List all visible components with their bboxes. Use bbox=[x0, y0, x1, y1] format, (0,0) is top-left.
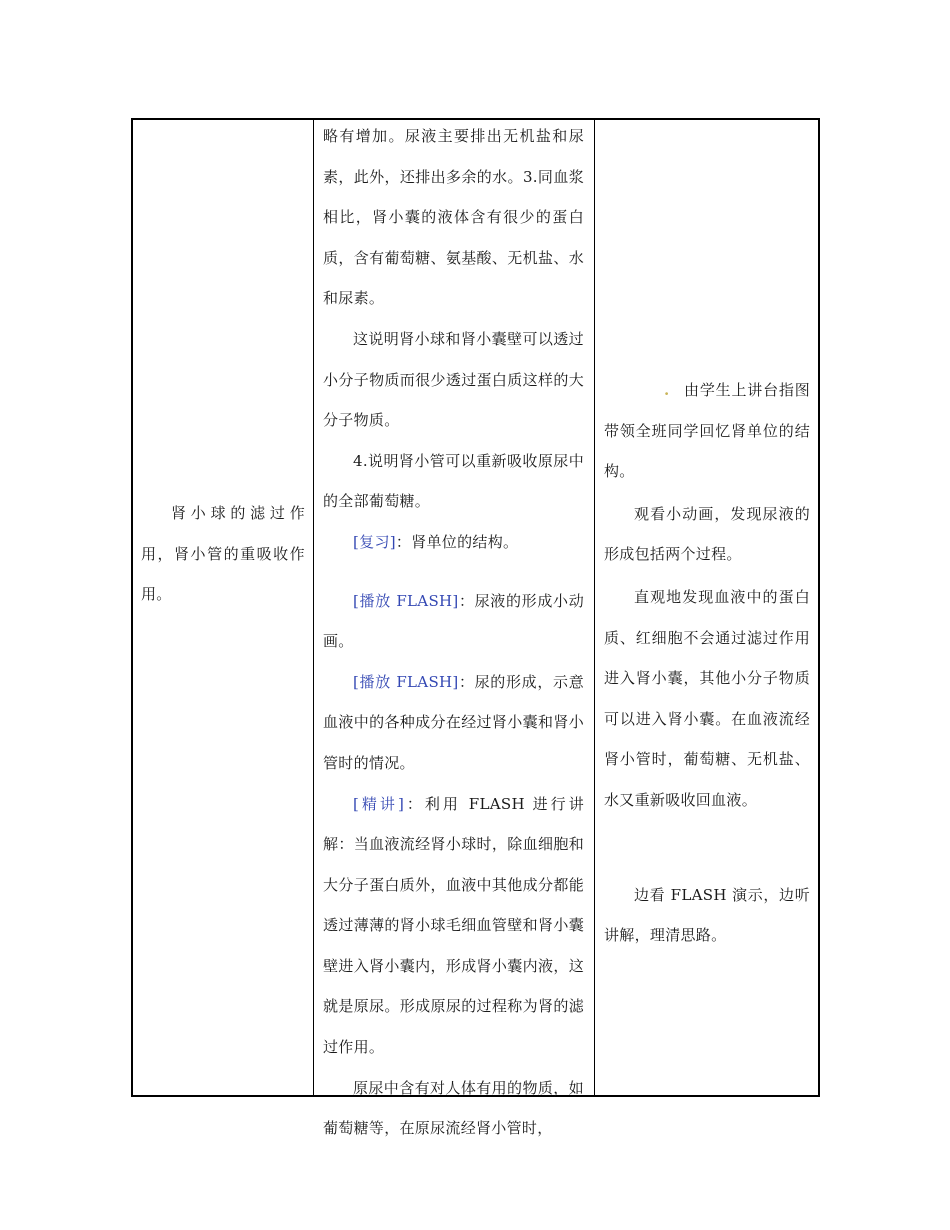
review-tag: [复习] bbox=[353, 532, 396, 551]
student-paragraph-1 bbox=[604, 370, 810, 492]
student-activity-content bbox=[604, 370, 810, 956]
teacher-activity-cell bbox=[314, 120, 595, 1138]
lesson-plan-table bbox=[131, 118, 820, 1138]
flash-tag-1: [播放 FLASH] bbox=[353, 591, 459, 610]
spacer bbox=[604, 821, 810, 875]
student-paragraph-3: 直观地发现血液中的蛋白质、红细胞不会通过滤过作用进入肾小囊，其他小分子物质可以进入肾小囊。在血液流经肾小管时，葡萄糖、无机盐、水又重新吸收回血液。 bbox=[604, 587, 810, 809]
review-line bbox=[323, 522, 584, 563]
student-text-1: 由学生上讲台指图带领全班同学回忆肾单位的结构。 bbox=[604, 381, 810, 481]
explain-text: ：利用 FLASH 进行讲解：当血液流经肾小球时，除血细胞和大分子蛋白质外，血液中其他成分都能透过薄薄的肾小球毛细血管壁和肾小囊壁进入肾小囊内，形成肾小囊内液，这就是原尿。形成原尿的过程称为肾的滤过作用。 bbox=[323, 794, 585, 1057]
flash-text-1: ：尿液的形成小动画。 bbox=[323, 591, 585, 651]
activity-paragraph-last: 原尿中含有对人体有用的物质，如葡萄糖等，在原尿流经肾小管时， bbox=[323, 1078, 584, 1138]
topic-cell bbox=[133, 120, 314, 1095]
flash-tag-2: [播放 FLASH] bbox=[353, 672, 459, 691]
activity-paragraph-3: 4.说明肾小管可以重新吸收原尿中的全部葡萄糖。 bbox=[323, 451, 584, 511]
activity-paragraph-2: 这说明肾小球和肾小囊壁可以透过小分子物质而很少透过蛋白质这样的大分子物质。 bbox=[323, 329, 584, 430]
spacer bbox=[323, 563, 584, 581]
explain-tag: [精讲] bbox=[353, 794, 405, 813]
bullet-dot-icon: . bbox=[664, 381, 670, 399]
teacher-activity-content bbox=[323, 116, 584, 1149]
flash-line-1 bbox=[323, 581, 584, 662]
activity-paragraph-1: 略有增加。尿液主要排出无机盐和尿素，此外，还排出多余的水。3.同血浆相比，肾小囊的液体含有很少的蛋白质，含有葡萄糖、氨基酸、无机盐、水和尿素。 bbox=[323, 127, 584, 308]
student-paragraph-4: 边看 FLASH 演示，边听讲解，理清思路。 bbox=[604, 885, 810, 945]
flash-line-2 bbox=[323, 662, 584, 784]
explain-paragraph bbox=[323, 784, 584, 1068]
flash-text-2: ：尿的形成，示意血液中的各种成分在经过肾小囊和肾小管时的情况。 bbox=[323, 672, 585, 772]
student-activity-cell bbox=[595, 120, 818, 1095]
student-paragraph-2: 观看小动画，发现尿液的形成包括两个过程。 bbox=[604, 504, 810, 564]
topic-text: 肾小球的滤过作用，肾小管的重吸收作用。 bbox=[141, 504, 305, 604]
review-text: ：肾单位的结构。 bbox=[395, 532, 519, 551]
